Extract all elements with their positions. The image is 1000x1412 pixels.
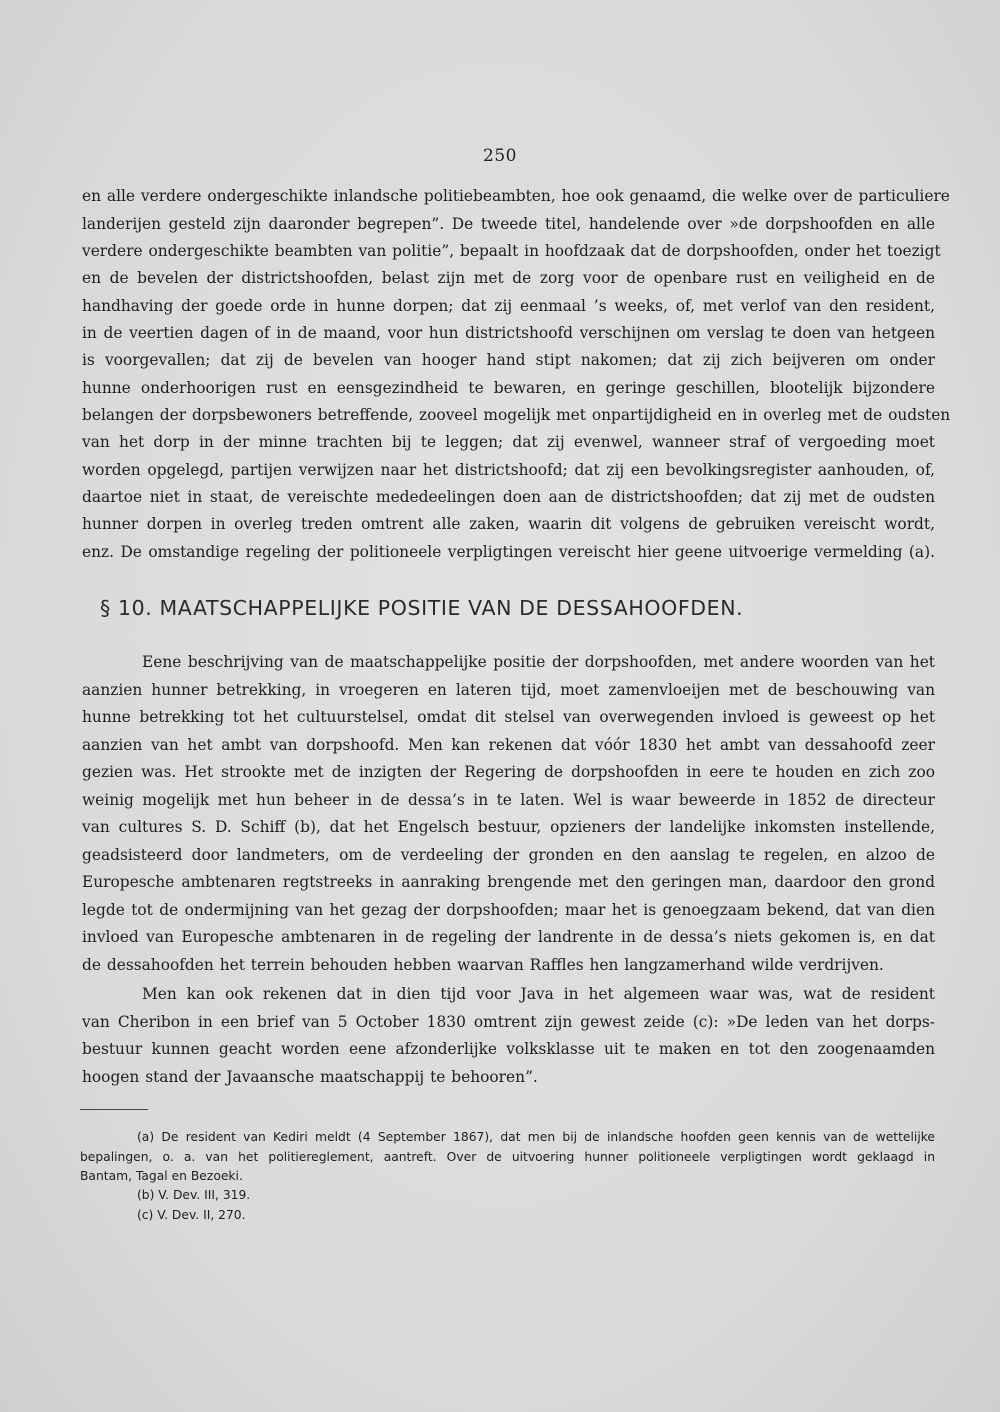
text-line: worden opgelegd, partijen verwijzen naar het districtshoofd; dat zij een bevolkingsregister aanhouden, of, <box>82 461 935 479</box>
text-line: bestuur kunnen geacht worden eene afzonderlijke volksklasse uit te maken en tot den zoogenaamden <box>82 1040 935 1058</box>
text-line: handhaving der goede orde in hunne dorpen; dat zij eenmaal ’s weeks, of, met verlof van den resident, <box>82 297 935 315</box>
text-line: verdere ondergeschikte beambten van politie”, bepaalt in hoofdzaak dat de dorpshoofden, onder het toezigt <box>82 242 941 260</box>
footnote-a-continued: bepalingen, o. a. van het politiereglement, aantreft. Over de uitvoering hunner politioneele verpligtingen wordt geklaagd in <box>80 1150 935 1164</box>
footnote-a-continued: Bantam, Tagal en Bezoeki. <box>80 1169 243 1183</box>
text-line: hoogen stand der Javaansche maatschappij te behooren”. <box>82 1068 538 1086</box>
text-line: legde tot de ondermijning van het gezag der dorpshoofden; maar het is genoegzaam bekend, dat van dien <box>82 901 935 919</box>
footnote-b: (b) V. Dev. III, 319. <box>137 1188 251 1202</box>
text-line: van Cheribon in een brief van 5 October 1830 omtrent zijn gewest zeide (c): »De leden van het dorps- <box>82 1013 935 1031</box>
text-line: en de bevelen der districtshoofden, belast zijn met de zorg voor de openbare rust en veiligheid en de <box>82 269 935 287</box>
text-line: geadsisteerd door landmeters, om de verdeeling der gronden en den aanslag te regelen, en alzoo de <box>82 846 935 864</box>
text-line: Europesche ambtenaren regtstreeks in aanraking brengende met den geringen man, daardoor den grond <box>82 873 935 891</box>
text-line: van cultures S. D. Schiff (b), dat het Engelsch bestuur, opzieners der landelijke inkomsten instellende, <box>82 818 935 836</box>
text-line: aanzien hunner betrekking, in vroegeren en lateren tijd, moet zamenvloeijen met de beschouwing van <box>82 681 935 699</box>
text-line: is voorgevallen; dat zij de bevelen van hooger hand stipt nakomen; dat zij zich beijveren om onder <box>82 351 935 369</box>
footnote-c: (c) V. Dev. II, 270. <box>137 1208 246 1222</box>
text-line: gezien was. Het strookte met de inzigten der Regering de dorpshoofden in eere te houden en zich zoo <box>82 763 935 781</box>
text-line: landerijen gesteld zijn daaronder begrepen”. De tweede titel, handelende over »de dorpshoofden en alle <box>82 215 935 233</box>
footnote-a: (a) De resident van Kediri meldt (4 September 1867), dat men bij de inlandsche hoofden geen kennis van de wettelijke <box>137 1130 935 1144</box>
text-line: hunne onderhoorigen rust en eensgezindheid te bewaren, en geringe geschillen, blootelijk bijzondere <box>82 379 935 397</box>
text-line: invloed van Europesche ambtenaren in de regeling der landrente in de dessa’s niets gekomen is, en dat <box>82 928 935 946</box>
text-line: Eene beschrijving van de maatschappelijke positie der dorpshoofden, met andere woorden van het <box>142 653 935 671</box>
text-line: enz. De omstandige regeling der politioneele verpligtingen vereischt hier geene uitvoerige vermelding (a). <box>82 543 935 561</box>
text-line: de dessahoofden het terrein behouden hebben waarvan Raffles hen langzamerhand wilde verdrijven. <box>82 956 884 974</box>
text-line: belangen der dorpsbewoners betreffende, zooveel mogelijk met onpartijdigheid en in overleg met de oudsten <box>82 406 951 424</box>
text-line: hunner dorpen in overleg treden omtrent alle zaken, waarin dit volgens de gebruiken vereischt wordt, <box>82 515 935 533</box>
text-line: daartoe niet in staat, de vereischte mededeelingen doen aan de districtshoofden; dat zij met de oudsten <box>82 488 935 506</box>
bleed-through-marks: · · · · · · · · · · · · · · · <box>672 56 775 65</box>
text-line: Men kan ook rekenen dat in dien tijd voor Java in het algemeen waar was, wat de resident <box>142 985 935 1003</box>
text-line: in de veertien dagen of in de maand, voor hun districtshoofd verschijnen om verslag te doen van hetgeen <box>82 324 935 342</box>
text-line: aanzien van het ambt van dorpshoofd. Men kan rekenen dat vóór 1830 het ambt van dessahoofd zeer <box>82 736 935 754</box>
section-heading: § 10. MAATSCHAPPELIJKE POSITIE VAN DE DESSAHOOFDEN. <box>100 596 744 620</box>
page-number: 250 <box>483 146 517 166</box>
text-line: van het dorp in der minne trachten bij te leggen; dat zij evenwel, wanneer straf of vergoeding moet <box>82 433 935 451</box>
text-line: weinig mogelijk met hun beheer in de dessa’s in te laten. Wel is waar beweerde in 1852 de directeur <box>82 791 935 809</box>
footnote-separator <box>80 1109 148 1110</box>
text-line: en alle verdere ondergeschikte inlandsche politiebeambten, hoe ook genaamd, die welke over de particuliere <box>82 187 950 205</box>
text-line: hunne betrekking tot het cultuurstelsel, omdat dit stelsel van overwegenden invloed is geweest op het <box>82 708 935 726</box>
